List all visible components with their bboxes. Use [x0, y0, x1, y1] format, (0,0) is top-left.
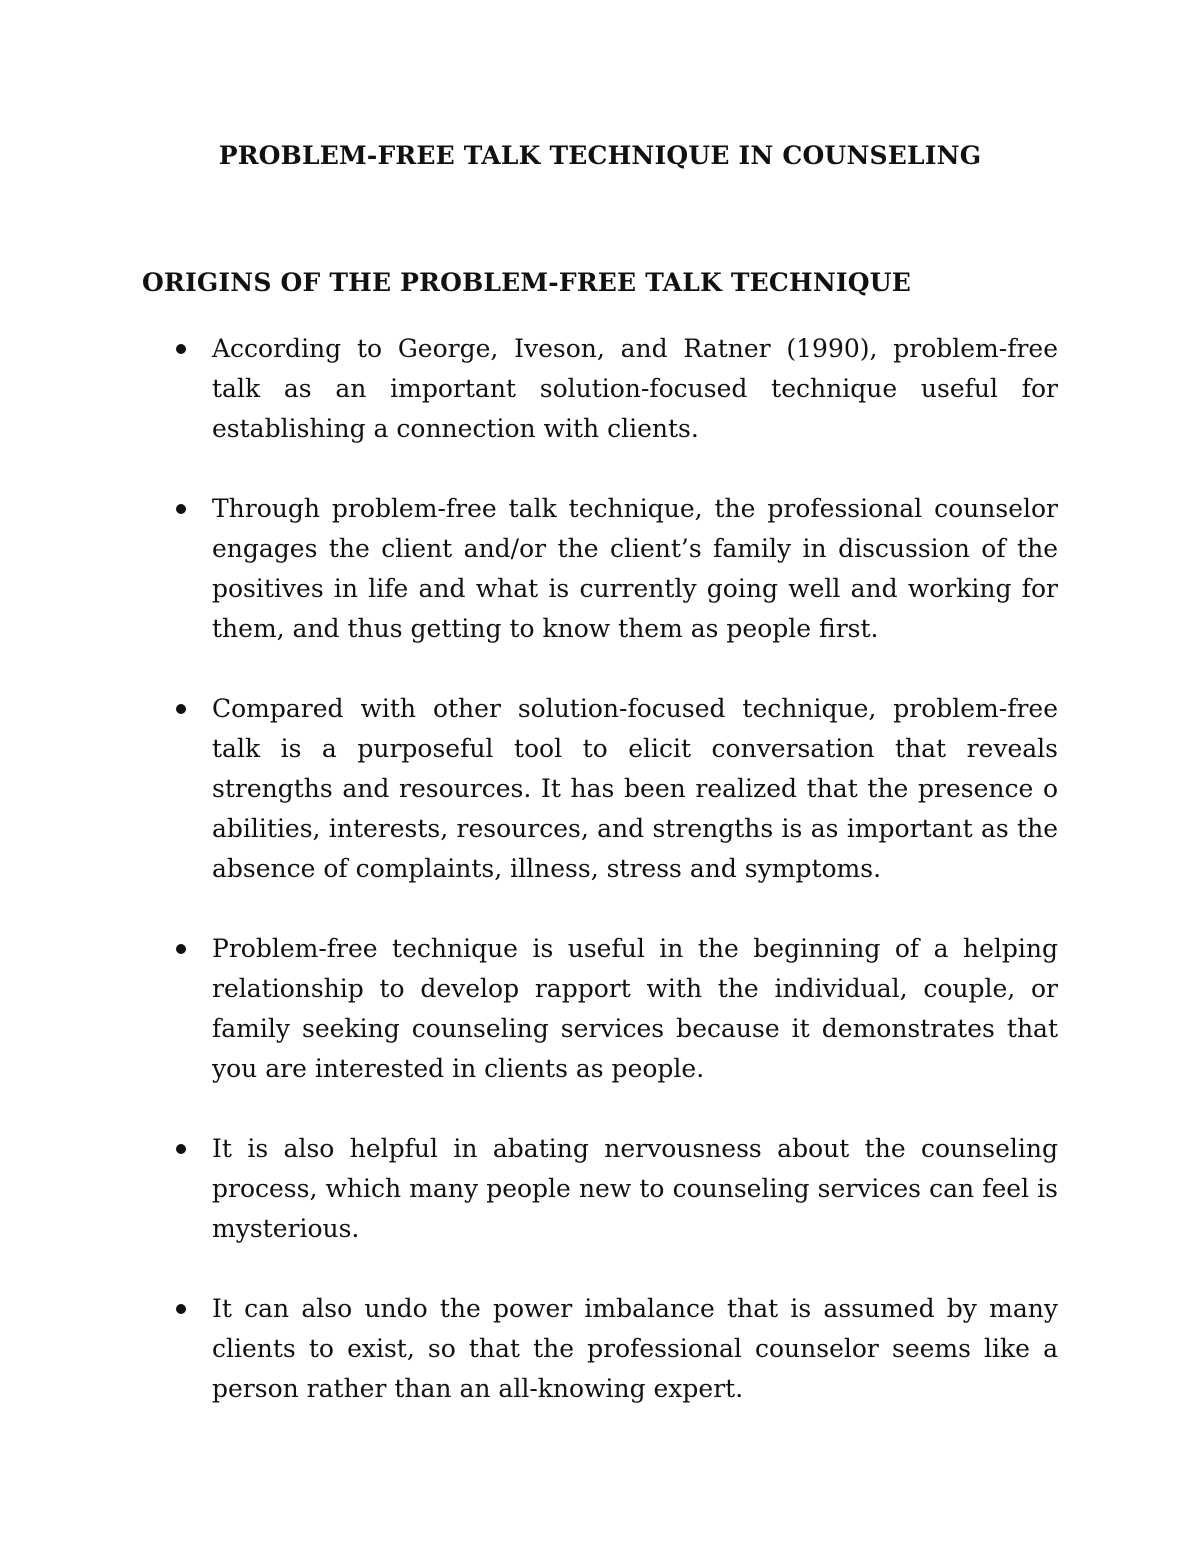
- list-item: [0, 929, 1200, 1089]
- section-heading: ORIGINS OF THE PROBLEM-FREE TALK TECHNIQUE: [142, 268, 912, 297]
- list-item-text: It can also undo the power imbalance that is assumed by many clients to exist, so that the professional counselor seems like a person rather than an all-knowing expert.: [212, 1294, 1058, 1403]
- list-item-text: Compared with other solution-focused technique, problem-free talk is a purposeful tool to elicit conversation that reveals strengths and resources. It has been realized that the presence o abilities, interests, resources, and strengths is as important as the absence of complaints, illness, stress and symptoms.: [212, 694, 1058, 883]
- bullet-icon: [176, 344, 186, 354]
- list-item-text: Through problem-free talk technique, the professional counselor engages the client and/or the client’s family in discussion of the positives in life and what is currently going well and working for them, and thus getting to know them as people first.: [212, 494, 1058, 643]
- bullet-icon: [176, 1304, 186, 1314]
- bullet-list: [0, 329, 1200, 1449]
- list-item: [0, 1289, 1200, 1409]
- list-item: [0, 489, 1200, 649]
- bullet-icon: [176, 1144, 186, 1154]
- bullet-icon: [176, 504, 186, 514]
- bullet-icon: [176, 944, 186, 954]
- list-item: [0, 689, 1200, 889]
- list-item-text: It is also helpful in abating nervousness about the counseling process, which many people new to counseling services can feel is mysterious.: [212, 1134, 1058, 1243]
- list-item-text: Problem-free technique is useful in the beginning of a helping relationship to develop rapport with the individual, couple, or family seeking counseling services because it demonstrates that you are interested in clients as people.: [212, 934, 1058, 1083]
- list-item: [0, 329, 1200, 449]
- list-item: [0, 1129, 1200, 1249]
- bullet-icon: [176, 704, 186, 714]
- document-title: PROBLEM-FREE TALK TECHNIQUE IN COUNSELING: [218, 141, 982, 170]
- list-item-text: According to George, Iveson, and Ratner (1990), problem-free talk as an important solution-focused technique useful for establishing a connection with clients.: [212, 334, 1058, 443]
